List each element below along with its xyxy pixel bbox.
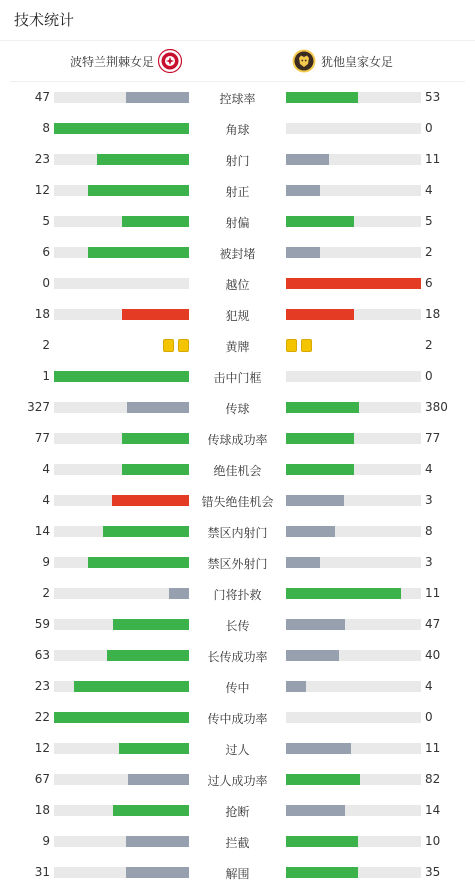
away-stat-bar-track <box>286 371 421 382</box>
away-stat-value: 2 <box>425 245 433 259</box>
stat-row <box>0 485 475 516</box>
stat-label: 黄牌 <box>225 340 250 354</box>
away-stat-bar-track <box>286 681 421 692</box>
stat-label: 传中成功率 <box>207 712 268 726</box>
stat-label: 禁区外射门 <box>207 557 268 571</box>
stat-row <box>0 423 475 454</box>
stat-label: 过人成功率 <box>207 774 268 788</box>
away-stat-bar-fill <box>286 216 354 227</box>
home-stat-bar-track <box>54 371 189 382</box>
home-stat-bar-fill <box>112 495 189 506</box>
away-stat-value: 47 <box>425 617 441 631</box>
away-stat-bar-fill <box>286 495 344 506</box>
stat-row <box>0 361 475 392</box>
home-stat-bar-track <box>54 836 189 847</box>
stat-row <box>0 516 475 547</box>
away-stat-bar-track <box>286 464 421 475</box>
away-stat-bar-track <box>286 836 421 847</box>
home-stat-bar-track <box>54 681 189 692</box>
home-stat-value: 23 <box>34 679 50 693</box>
home-stat-value: 18 <box>34 307 50 321</box>
away-stat-bar-fill <box>286 650 339 661</box>
stat-row <box>0 609 475 640</box>
away-stat-bar-track <box>286 278 421 289</box>
stat-row <box>0 795 475 826</box>
home-stat-bar-fill <box>97 154 189 165</box>
stat-row <box>0 826 475 857</box>
home-stat-bar-fill <box>113 805 189 816</box>
away-stat-bar-track <box>286 433 421 444</box>
away-stat-bar-fill <box>286 526 335 537</box>
away-stat-bar-track <box>286 216 421 227</box>
away-stat-bar-track <box>286 526 421 537</box>
stat-row <box>0 113 475 144</box>
stat-label: 门将扑救 <box>213 588 262 602</box>
stat-label: 禁区内射门 <box>207 526 268 540</box>
stat-label: 过人 <box>225 743 250 757</box>
away-stat-bar-fill <box>286 309 354 320</box>
away-stat-bar-track <box>286 557 421 568</box>
home-stat-bar-fill <box>126 92 189 103</box>
away-stat-value: 3 <box>425 555 433 569</box>
away-stat-bar-fill <box>286 278 421 289</box>
home-stat-value: 12 <box>34 183 50 197</box>
away-stat-bar-fill <box>286 836 358 847</box>
home-stat-value: 12 <box>34 741 50 755</box>
home-stat-bar-fill <box>126 836 189 847</box>
home-stat-bar-fill <box>103 526 189 537</box>
home-stat-value: 8 <box>42 121 50 135</box>
home-stat-value: 31 <box>34 865 50 879</box>
stat-label: 长传 <box>225 619 250 633</box>
away-stat-bar-fill <box>286 402 359 413</box>
stat-label: 被封堵 <box>219 247 256 261</box>
section-header <box>0 0 475 41</box>
away-stat-value: 8 <box>425 524 433 538</box>
home-stat-value: 2 <box>42 586 50 600</box>
away-stat-bar-track <box>286 712 421 723</box>
away-stat-bar-fill <box>286 464 354 475</box>
home-stat-bar-track <box>54 805 189 816</box>
yellow-card-icon <box>178 339 189 352</box>
home-stat-bar-track <box>54 526 189 537</box>
home-stat-bar-track <box>54 774 189 785</box>
away-stat-bar-fill <box>286 588 401 599</box>
home-stat-bar-fill <box>54 371 189 382</box>
home-stat-value: 9 <box>42 834 50 848</box>
home-stat-bar-fill <box>122 216 190 227</box>
away-stat-value: 14 <box>425 803 441 817</box>
home-stat-bar-track <box>54 588 189 599</box>
home-stat-bar-track <box>54 154 189 165</box>
stat-label: 击中门框 <box>213 371 262 385</box>
away-stat-value: 0 <box>425 121 433 135</box>
stat-row <box>0 206 475 237</box>
away-stat-bar-track <box>286 247 421 258</box>
home-stat-bar-fill <box>127 402 189 413</box>
home-stat-value: 77 <box>34 431 50 445</box>
stat-label: 长传成功率 <box>207 650 268 664</box>
home-stat-bar-fill <box>88 185 189 196</box>
stat-row <box>0 392 475 423</box>
stat-row <box>0 454 475 485</box>
home-stat-bar-fill <box>126 867 189 878</box>
stat-label: 抢断 <box>225 805 250 819</box>
home-stat-value: 6 <box>42 245 50 259</box>
away-stat-bar-track <box>286 867 421 878</box>
away-stat-bar-track <box>286 309 421 320</box>
away-stat-bar-fill <box>286 619 345 630</box>
home-stat-bar-fill <box>122 464 190 475</box>
away-stat-value: 5 <box>425 214 433 228</box>
home-stat-value: 63 <box>34 648 50 662</box>
stat-row <box>0 764 475 795</box>
home-stat-bar-fill <box>119 743 189 754</box>
home-stat-bar-fill <box>169 588 189 599</box>
away-team-crest-icon <box>292 49 316 73</box>
stat-label: 传中 <box>225 681 250 695</box>
stat-label: 角球 <box>225 123 250 137</box>
home-stat-bar-fill <box>113 619 189 630</box>
stat-label: 射偏 <box>225 216 250 230</box>
home-stat-bar-track <box>54 495 189 506</box>
home-stat-value: 0 <box>42 276 50 290</box>
home-stat-bar-track <box>54 464 189 475</box>
away-stat-bar-fill <box>286 867 358 878</box>
home-stat-value: 47 <box>34 90 50 104</box>
home-stat-bar-track <box>54 309 189 320</box>
away-stat-value: 18 <box>425 307 441 321</box>
stat-label: 拦截 <box>225 836 250 850</box>
away-stat-value: 4 <box>425 183 433 197</box>
away-stat-bar-track <box>286 495 421 506</box>
home-yellow-cards <box>163 339 189 352</box>
stat-row <box>0 857 475 888</box>
home-stat-bar-track <box>54 619 189 630</box>
away-stat-bar-fill <box>286 154 329 165</box>
stat-label: 犯规 <box>225 309 250 323</box>
away-stat-bar-track <box>286 774 421 785</box>
away-stat-bar-fill <box>286 557 320 568</box>
away-stat-value: 2 <box>425 338 433 352</box>
home-stat-value: 9 <box>42 555 50 569</box>
away-stat-bar-fill <box>286 774 360 785</box>
home-stat-value: 67 <box>34 772 50 786</box>
away-stat-value: 11 <box>425 152 441 166</box>
home-stat-value: 23 <box>34 152 50 166</box>
away-team-name: 犹他皇家女足 <box>321 54 394 69</box>
stat-row <box>0 640 475 671</box>
home-stat-bar-track <box>54 216 189 227</box>
home-stat-value: 18 <box>34 803 50 817</box>
home-stat-bar-fill <box>122 433 190 444</box>
stat-label: 绝佳机会 <box>213 464 262 478</box>
stat-row <box>0 299 475 330</box>
away-stat-value: 380 <box>425 400 448 414</box>
home-stat-bar-fill <box>107 650 189 661</box>
home-team-crest-icon <box>158 49 182 73</box>
away-stat-value: 4 <box>425 462 433 476</box>
home-stat-value: 22 <box>34 710 50 724</box>
away-stat-value: 11 <box>425 586 441 600</box>
away-stat-value: 3 <box>425 493 433 507</box>
away-stat-value: 77 <box>425 431 441 445</box>
home-team[interactable] <box>70 41 182 81</box>
home-stat-value: 4 <box>42 493 50 507</box>
home-stat-bar-track <box>54 185 189 196</box>
section-title: 技术统计 <box>14 11 75 29</box>
stat-label: 控球率 <box>219 92 256 106</box>
away-stat-bar-track <box>286 123 421 134</box>
away-stat-bar-fill <box>286 681 306 692</box>
away-stat-bar-fill <box>286 805 345 816</box>
home-stat-value: 1 <box>42 369 50 383</box>
stat-row <box>0 330 475 361</box>
away-stat-bar-track <box>286 743 421 754</box>
home-stat-value: 4 <box>42 462 50 476</box>
home-stat-bar-fill <box>54 123 189 134</box>
home-stat-bar-track <box>54 712 189 723</box>
away-stat-value: 82 <box>425 772 441 786</box>
home-stat-bar-track <box>54 650 189 661</box>
home-stat-value: 5 <box>42 214 50 228</box>
away-stat-value: 53 <box>425 90 441 104</box>
home-stat-bar-track <box>54 247 189 258</box>
away-stat-bar-fill <box>286 92 358 103</box>
home-stat-bar-track <box>54 743 189 754</box>
stat-label: 射正 <box>225 185 250 199</box>
away-stat-bar-track <box>286 650 421 661</box>
away-stat-value: 11 <box>425 741 441 755</box>
stat-row <box>0 144 475 175</box>
home-stat-value: 2 <box>42 338 50 352</box>
home-stat-bar-track <box>54 92 189 103</box>
away-stat-bar-track <box>286 805 421 816</box>
home-stat-bar-track <box>54 433 189 444</box>
home-stat-bar-track <box>54 557 189 568</box>
away-stat-bar-fill <box>286 247 320 258</box>
stat-label: 越位 <box>225 278 250 292</box>
home-stat-bar-track <box>54 867 189 878</box>
stats-list <box>0 82 475 888</box>
yellow-card-icon <box>301 339 312 352</box>
away-stat-value: 35 <box>425 865 441 879</box>
away-stat-value: 6 <box>425 276 433 290</box>
home-stat-bar-fill <box>54 712 189 723</box>
home-stat-bar-fill <box>74 681 189 692</box>
home-stat-value: 327 <box>27 400 50 414</box>
away-yellow-cards <box>286 339 312 352</box>
stat-row <box>0 702 475 733</box>
home-stat-bar-fill <box>88 557 189 568</box>
away-stat-value: 0 <box>425 369 433 383</box>
stat-row <box>0 237 475 268</box>
stat-label: 错失绝佳机会 <box>201 495 274 509</box>
home-team-name: 波特兰荆棘女足 <box>69 54 154 69</box>
home-stat-bar-track <box>54 123 189 134</box>
stat-row <box>0 671 475 702</box>
stat-row <box>0 82 475 113</box>
away-stat-value: 4 <box>425 679 433 693</box>
stat-label: 射门 <box>225 154 250 168</box>
teams-row <box>10 41 465 82</box>
away-stat-bar-fill <box>286 743 351 754</box>
away-stat-value: 40 <box>425 648 441 662</box>
away-stat-bar-track <box>286 619 421 630</box>
away-team[interactable] <box>292 41 393 81</box>
away-stat-bar-fill <box>286 433 354 444</box>
home-stat-value: 14 <box>34 524 50 538</box>
stat-row <box>0 733 475 764</box>
stat-row <box>0 175 475 206</box>
yellow-card-icon <box>163 339 174 352</box>
home-stat-value: 59 <box>34 617 50 631</box>
away-stat-bar-fill <box>286 185 320 196</box>
away-stat-value: 0 <box>425 710 433 724</box>
away-stat-bar-track <box>286 588 421 599</box>
away-stat-bar-track <box>286 92 421 103</box>
stat-label: 解围 <box>225 867 250 881</box>
away-stat-bar-track <box>286 185 421 196</box>
stat-label: 传球 <box>225 402 250 416</box>
stat-row <box>0 547 475 578</box>
home-stat-bar-track <box>54 278 189 289</box>
home-stat-bar-track <box>54 402 189 413</box>
away-stat-value: 10 <box>425 834 441 848</box>
home-stat-bar-fill <box>88 247 189 258</box>
away-stat-bar-track <box>286 154 421 165</box>
away-stat-bar-track <box>286 402 421 413</box>
stat-row <box>0 268 475 299</box>
stat-label: 传球成功率 <box>207 433 268 447</box>
stat-row <box>0 578 475 609</box>
home-stat-bar-fill <box>122 309 190 320</box>
yellow-card-icon <box>286 339 297 352</box>
home-stat-bar-fill <box>128 774 189 785</box>
